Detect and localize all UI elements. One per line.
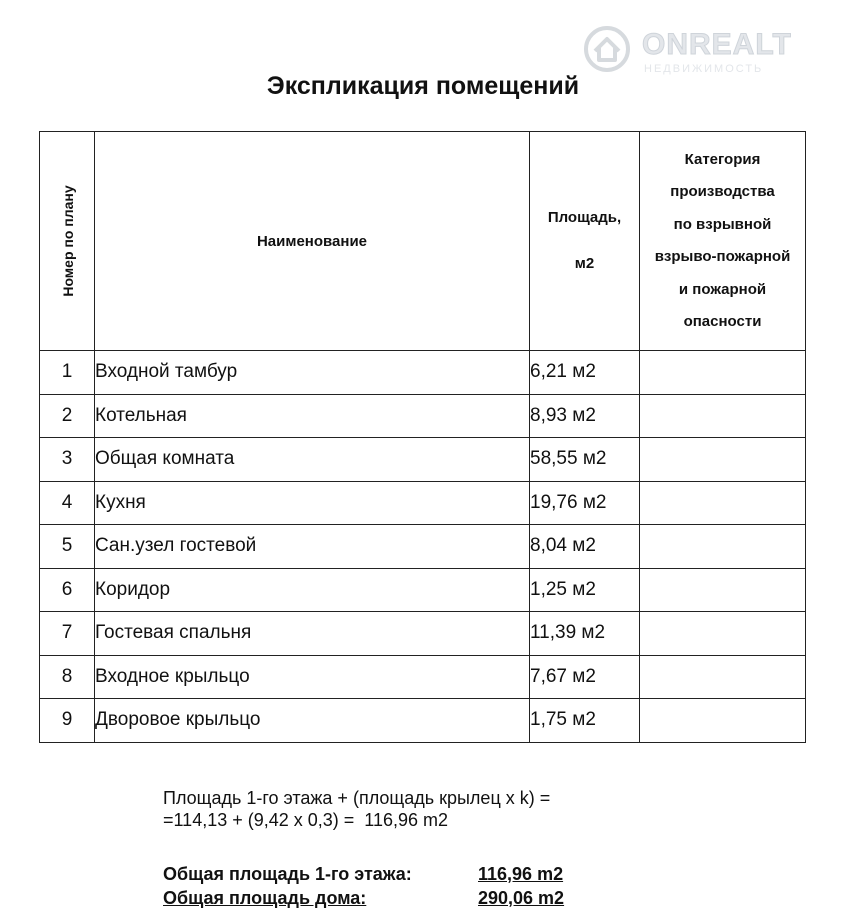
table-row xyxy=(40,655,806,699)
formula-line-1: Площадь 1-го этажа + (площадь крылец х k) = xyxy=(163,788,551,808)
watermark-subtitle: НЕДВИЖИМОСТЬ xyxy=(644,63,764,75)
floor-total-label: Общая площадь 1-го этажа: xyxy=(163,864,412,884)
row-number: 3 xyxy=(40,438,95,482)
floor-total-value: 116,96 m2 xyxy=(478,864,564,884)
row-number: 9 xyxy=(40,699,95,743)
room-category xyxy=(640,351,806,395)
header-category-line: взрыво-пожарной xyxy=(654,248,791,265)
header-category-line: и пожарной xyxy=(678,280,767,298)
room-name: Сан.узел гостевой xyxy=(95,525,530,569)
formula-line-2: =114,13 + (9,42 х 0,3) = 116,96 m2 xyxy=(163,810,449,830)
table-row xyxy=(40,394,806,438)
room-area: 58,55 м2 xyxy=(530,438,640,482)
room-name: Входной тамбур xyxy=(95,351,530,395)
row-number: 5 xyxy=(40,525,95,569)
room-category xyxy=(640,481,806,525)
room-name: Дворовое крыльцо xyxy=(95,699,530,743)
room-name: Входное крыльцо xyxy=(95,655,530,699)
room-area: 11,39 м2 xyxy=(530,612,640,656)
room-category xyxy=(640,438,806,482)
table-row xyxy=(40,438,806,482)
room-category xyxy=(640,568,806,612)
table-row xyxy=(40,568,806,612)
table-row xyxy=(40,612,806,656)
row-number: 4 xyxy=(40,481,95,525)
totals-block xyxy=(163,862,565,910)
table-row xyxy=(40,699,806,743)
room-area: 7,67 м2 xyxy=(530,655,640,699)
table-header-row xyxy=(40,132,806,351)
header-category-line: производства xyxy=(670,183,775,200)
room-name: Коридор xyxy=(95,568,530,612)
row-number: 7 xyxy=(40,612,95,656)
row-number: 8 xyxy=(40,655,95,699)
header-category-line: опасности xyxy=(683,313,762,330)
row-number: 1 xyxy=(40,351,95,395)
room-area: 8,04 м2 xyxy=(530,525,640,569)
header-name: Наименование xyxy=(95,132,530,351)
room-name: Гостевая спальня xyxy=(95,612,530,656)
room-name: Котельная xyxy=(95,394,530,438)
room-category xyxy=(640,655,806,699)
header-area-line2: м2 xyxy=(574,255,595,272)
house-total-label: Общая площадь дома: xyxy=(163,888,367,908)
rooms-table xyxy=(39,131,806,743)
header-category-line: по взрывной xyxy=(673,215,772,233)
header-area xyxy=(530,132,640,351)
watermark-brand: ONREALT xyxy=(642,28,792,61)
row-number: 6 xyxy=(40,568,95,612)
room-category xyxy=(640,612,806,656)
table-row xyxy=(40,481,806,525)
table-row xyxy=(40,525,806,569)
room-area: 6,21 м2 xyxy=(530,351,640,395)
header-category-line: Категория xyxy=(684,150,761,168)
header-category xyxy=(640,132,806,351)
header-number-label: Номер по плану xyxy=(59,185,76,297)
header-area-line1: Площадь, xyxy=(547,209,622,226)
floor-total-line xyxy=(163,862,564,886)
row-number: 2 xyxy=(40,394,95,438)
room-category xyxy=(640,699,806,743)
room-area: 19,76 м2 xyxy=(530,481,640,525)
house-total-value: 290,06 m2 xyxy=(478,888,565,908)
house-logo-icon xyxy=(582,24,632,74)
room-area: 1,25 м2 xyxy=(530,568,640,612)
area-formula xyxy=(163,787,550,831)
room-category xyxy=(640,525,806,569)
header-number xyxy=(40,132,95,351)
room-name: Общая комната xyxy=(95,438,530,482)
house-total-line xyxy=(163,886,565,910)
room-area: 1,75 м2 xyxy=(530,699,640,743)
room-category xyxy=(640,394,806,438)
table-row xyxy=(40,351,806,395)
document-title: Экспликация помещений xyxy=(266,72,580,100)
room-area: 8,93 м2 xyxy=(530,394,640,438)
room-name: Кухня xyxy=(95,481,530,525)
